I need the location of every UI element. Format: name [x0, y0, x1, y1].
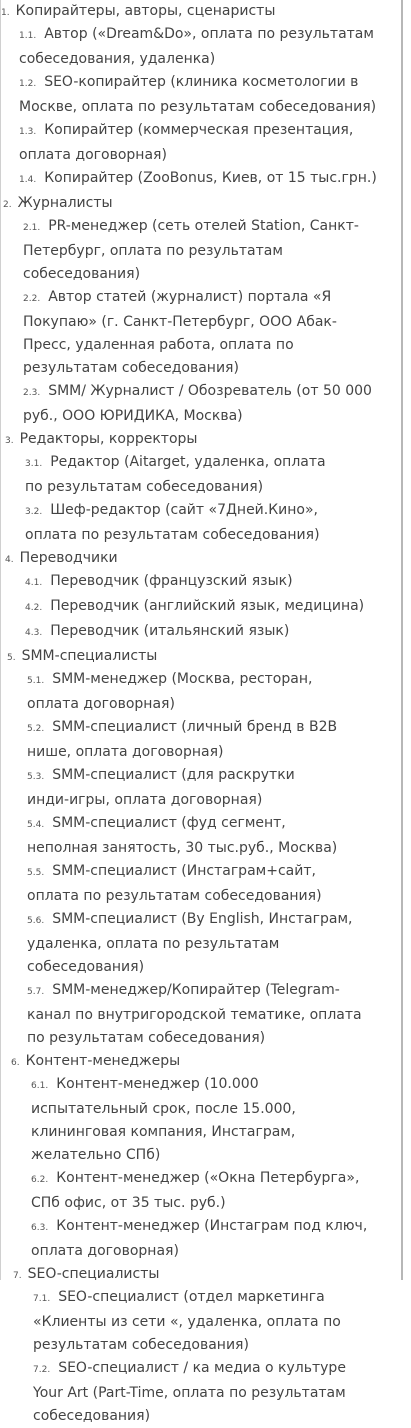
item-number: 4.2.: [25, 603, 43, 613]
toc-sublist: [1, 215, 401, 428]
item-number: 1.4.: [19, 175, 37, 185]
item-text: Контент-менеджер (10.000 испытательный срок, после 15.000, клининговая компания, Инстаграм, желательно СПб): [31, 1076, 296, 1163]
toc-section-link[interactable]: [1, 547, 401, 570]
toc-sublist: [1, 1286, 401, 1428]
toc-item-link[interactable]: [1, 167, 387, 192]
toc-section: [1, 1050, 401, 1263]
toc-section-link[interactable]: [1, 428, 401, 451]
toc-section: [1, 428, 401, 547]
toc-item-link[interactable]: [1, 812, 347, 860]
item-text: SEO-специалист / ка медиа о культуре Your Art (Part-Time, оплата по результатам собеседования): [33, 1360, 346, 1424]
toc-item-link[interactable]: [1, 595, 387, 620]
section-number: 2.: [3, 200, 12, 210]
toc-section-link[interactable]: [1, 1263, 401, 1286]
item-text: Редактор (Aitarget, удаленка, оплата по результатам собеседования): [25, 454, 326, 495]
toc-item-link[interactable]: [1, 860, 357, 908]
toc-item-link[interactable]: [1, 380, 385, 428]
item-text: Копирайтер (коммерческая презентация, оплата договорная): [19, 122, 354, 163]
toc-item-link[interactable]: [1, 764, 347, 812]
item-number: 4.1.: [25, 578, 43, 588]
toc-sublist: [1, 570, 401, 645]
item-number: 4.3.: [25, 628, 43, 638]
item-text: SMM-специалист (личный бренд в B2B нише, оплата договорная): [27, 719, 338, 760]
section-title: Журналисты: [17, 195, 113, 211]
item-number: 2.3.: [23, 388, 41, 398]
item-text: SMM/ Журналист / Обозреватель (от 50 000 руб., ООО ЮРИДИКА, Москва): [23, 383, 372, 424]
item-text: Переводчик (итальянский язык): [50, 623, 290, 639]
toc-item-link[interactable]: [1, 23, 387, 71]
item-text: SMM-специалист (Инстаграм+сайт, оплата по результатам собеседования): [27, 863, 322, 904]
item-text: SMM-специалист (By English, Инстаграм, удаленка, оплата по результатам собеседования): [27, 911, 353, 975]
section-number: 6.: [11, 1058, 20, 1068]
section-number: 5.: [7, 653, 16, 663]
toc-section: [1, 547, 401, 645]
toc-section-link[interactable]: [1, 1050, 401, 1073]
item-number: 5.3.: [27, 772, 45, 782]
item-text: SMM-специалист (фуд сегмент, неполная занятость, 30 тыс.руб., Москва): [27, 815, 338, 856]
toc-sublist: [1, 451, 401, 547]
section-title: SMM-специалисты: [21, 648, 158, 664]
toc-item-link[interactable]: [1, 71, 387, 119]
item-number: 5.1.: [27, 676, 45, 686]
item-text: Автор («Dream&Do», оплата по результатам собеседования, удаленка): [19, 26, 374, 67]
section-number: 3.: [5, 436, 14, 446]
item-number: 5.7.: [27, 987, 45, 997]
item-text: PR-менеджер (сеть отелей Station, Санкт-Петербург, оплата по результатам собеседования): [23, 218, 359, 282]
section-title: Копирайтеры, авторы, сценаристы: [15, 3, 276, 19]
item-number: 1.2.: [19, 79, 37, 89]
item-text: SEO-копирайтер (клиника косметологии в Москве, оплата по результатам собеседования): [19, 74, 377, 115]
item-text: Копирайтер (ZooBonus, Киев, от 15 тыс.грн.): [44, 170, 377, 186]
item-text: SMM-менеджер (Москва, ресторан, оплата договорная): [27, 671, 313, 712]
item-number: 1.3.: [19, 127, 37, 137]
item-number: 2.1.: [23, 223, 41, 233]
toc-item-link[interactable]: [1, 1215, 375, 1263]
toc-item-link[interactable]: [1, 1073, 365, 1167]
item-text: Переводчик (английский язык, медицина): [50, 598, 365, 614]
toc-item-link[interactable]: [1, 668, 337, 716]
toc-item-link[interactable]: [1, 1286, 379, 1357]
toc-item-link[interactable]: [1, 620, 387, 645]
item-text: SMM-специалист (для раскрутки инди-игры, оплата договорная): [27, 767, 295, 808]
section-title: Редакторы, корректоры: [19, 431, 198, 447]
toc-item-link[interactable]: [1, 119, 387, 167]
toc-item-link[interactable]: [1, 908, 387, 979]
section-title: Переводчики: [19, 550, 118, 566]
item-number: 3.2.: [25, 507, 43, 517]
section-title: SEO-специалисты: [27, 1266, 160, 1282]
section-number: 7.: [13, 1271, 22, 1281]
toc-item-link[interactable]: [1, 1357, 379, 1428]
toc-section: [1, 1263, 401, 1428]
item-number: 2.2.: [23, 294, 41, 304]
toc-sublist: [1, 1073, 401, 1263]
item-number: 6.3.: [31, 1223, 49, 1233]
toc-item-link[interactable]: [1, 499, 373, 547]
item-number: 7.1.: [33, 1294, 51, 1304]
toc-sublist: [1, 23, 401, 192]
toc-item-link[interactable]: [1, 286, 385, 380]
item-number: 3.1.: [25, 459, 43, 469]
item-number: 7.2.: [33, 1365, 51, 1375]
item-text: Шеф-редактор (сайт «7Дней.Кино», оплата по результатам собеседования): [25, 502, 320, 543]
toc-list: [1, 0, 401, 1428]
item-text: SMM-менеджер/Копирайтер (Telegram-канал по внутригородской тематике, оплата по результатам собеседования): [27, 982, 362, 1046]
item-text: Переводчик (французский язык): [50, 573, 293, 589]
item-number: 5.6.: [27, 916, 45, 926]
toc-section: [1, 645, 401, 1050]
toc-item-link[interactable]: [1, 570, 387, 595]
item-number: 5.4.: [27, 820, 45, 830]
item-number: 1.1.: [19, 31, 37, 41]
toc-section: [1, 192, 401, 428]
item-number: 5.2.: [27, 724, 45, 734]
item-text: Контент-менеджер («Окна Петербурга», СПб офис, от 35 тыс. руб.): [31, 1170, 360, 1211]
item-number: 5.5.: [27, 868, 45, 878]
toc-item-link[interactable]: [1, 451, 347, 499]
toc-section-link[interactable]: [1, 0, 401, 23]
toc-section-link[interactable]: [1, 645, 401, 668]
toc-section-link[interactable]: [1, 192, 401, 215]
item-number: 6.2.: [31, 1175, 49, 1185]
toc-item-link[interactable]: [1, 215, 385, 286]
section-number: 1.: [1, 8, 10, 18]
toc-item-link[interactable]: [1, 979, 385, 1050]
item-text: SEO-специалист (отдел маркетинга «Клиенты из сети «, удаленка, оплата по результатам собеседования): [33, 1289, 341, 1353]
section-number: 4.: [5, 555, 14, 565]
toc-section: [1, 0, 401, 192]
item-number: 6.1.: [31, 1081, 49, 1091]
toc-sublist: [1, 668, 401, 1050]
item-text: Автор статей (журналист) портала «Я Покупаю» (г. Санкт-Петербург, ООО Абак-Пресс, удаленная работа, оплата по результатам собеседования): [23, 289, 337, 376]
section-title: Контент-менеджеры: [25, 1053, 181, 1069]
toc-item-link[interactable]: [1, 716, 357, 764]
toc-item-link[interactable]: [1, 1167, 375, 1215]
item-text: Контент-менеджер (Инстаграм под ключ, оплата договорная): [31, 1218, 368, 1259]
